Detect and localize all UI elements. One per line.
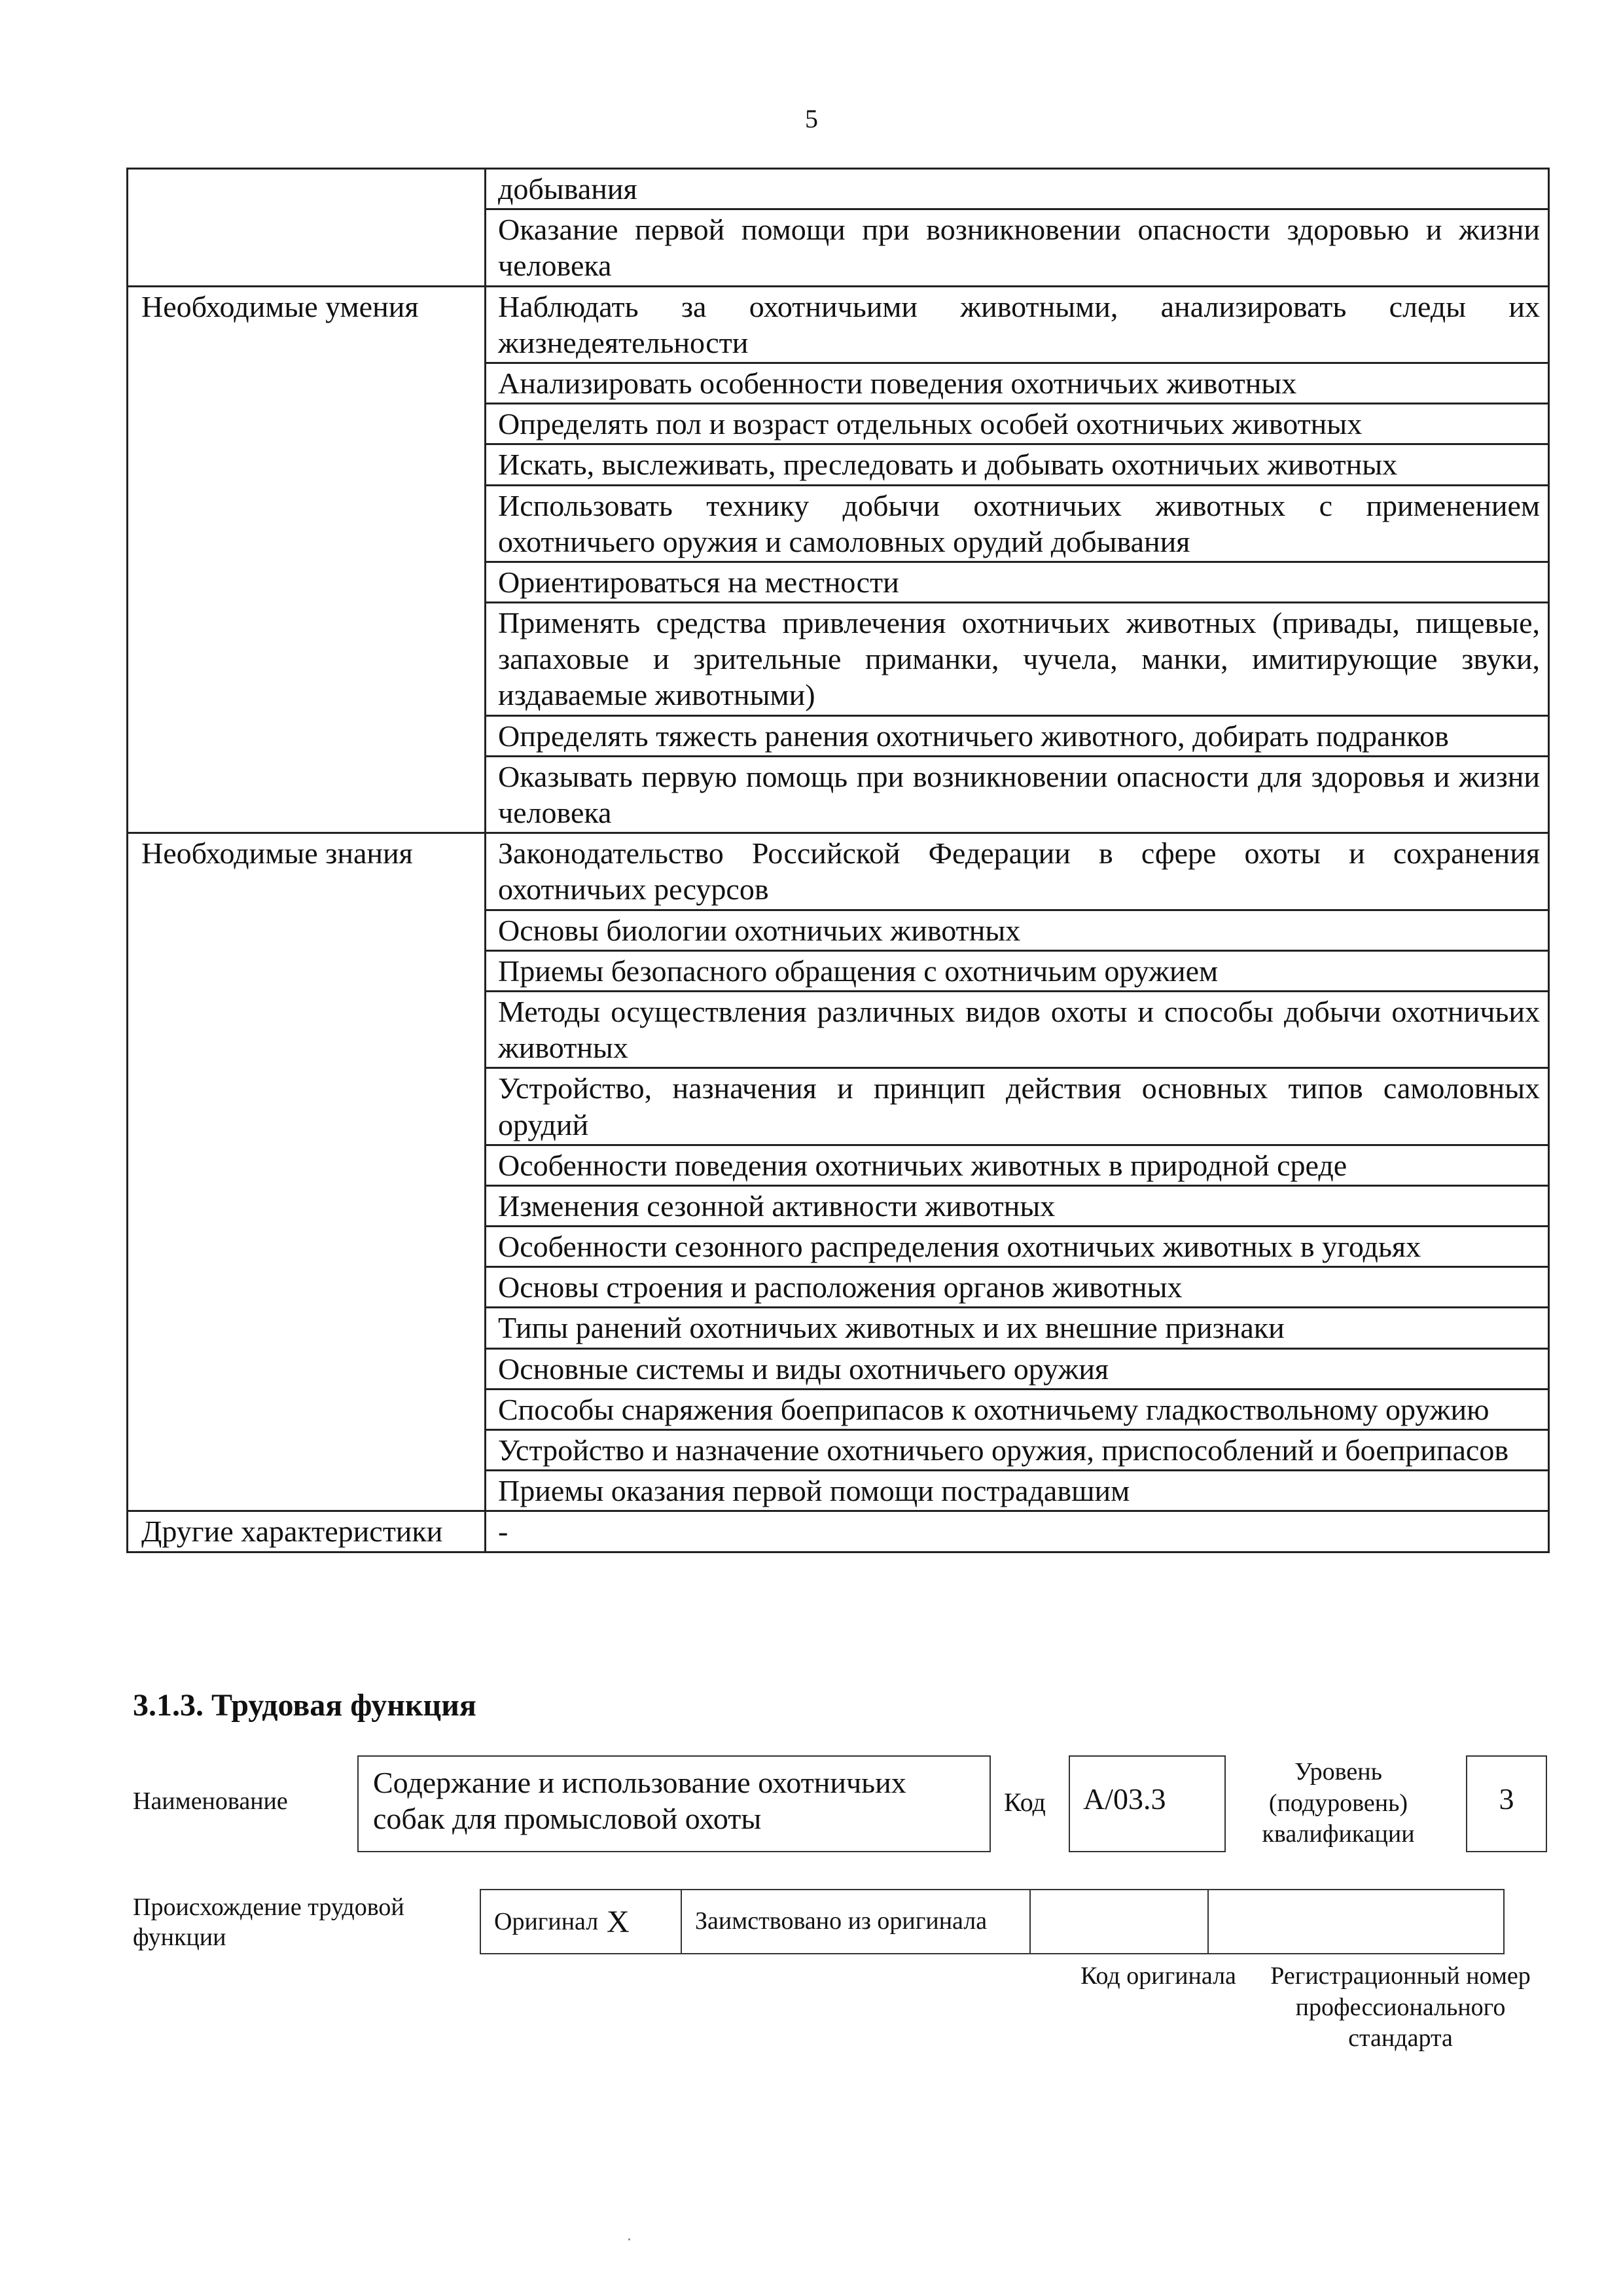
- function-name-field: Содержание и использование охотничьих собак для промысловой охоты: [357, 1755, 991, 1852]
- row-item: Приемы безопасного обращения с охотничьим оружием: [486, 950, 1549, 991]
- table-row: [128, 833, 1549, 910]
- original-label-cell: Оригинал: [480, 1890, 606, 1954]
- row-label: Необходимые знания: [128, 833, 486, 1511]
- reg-number-cell: [1208, 1890, 1504, 1954]
- origin-label: Происхождение трудовой функции: [133, 1893, 404, 1951]
- row-label: Необходимые умения: [128, 286, 486, 833]
- row-item: Устройство и назначение охотничьего оружия, приспособлений и боеприпасов: [486, 1430, 1549, 1471]
- table-row: [128, 169, 1549, 209]
- original-mark-cell: X: [606, 1890, 681, 1954]
- row-item: Наблюдать за охотничьими животными, анализировать следы их жизнедеятельности: [486, 286, 1549, 363]
- row-item: Основы биологии охотничьих животных: [486, 910, 1549, 950]
- row-label: [128, 169, 486, 287]
- row-item: Ориентироваться на местности: [486, 562, 1549, 602]
- row-item: добывания: [486, 169, 1549, 209]
- page-number: 5: [805, 104, 818, 134]
- level-label: Уровень (подуровень) квалификации: [1262, 1758, 1415, 1848]
- row-item: Анализировать особенности поведения охотничьих животных: [486, 363, 1549, 403]
- level-field: 3: [1466, 1755, 1547, 1852]
- row-item: -: [486, 1511, 1549, 1552]
- row-item: Основы строения и расположения органов животных: [486, 1267, 1549, 1308]
- row-item: Особенности сезонного распределения охотничьих животных в угодьях: [486, 1227, 1549, 1267]
- row-label: Другие характеристики: [128, 1511, 486, 1552]
- row-item: Искать, выслеживать, преследовать и добывать охотничьих животных: [486, 444, 1549, 485]
- function-code-field: А/03.3: [1069, 1755, 1226, 1852]
- row-item: Определять тяжесть ранения охотничьего животного, добирать подранков: [486, 715, 1549, 756]
- origin-table: [480, 1889, 1505, 1954]
- section-title: 3.1.3. Трудовая функция: [133, 1688, 476, 1723]
- row-item: Определять пол и возраст отдельных особей охотничьих животных: [486, 404, 1549, 444]
- name-label: Наименование: [133, 1787, 288, 1815]
- scan-dot: [628, 2238, 630, 2240]
- table-row: [128, 1511, 1549, 1552]
- table-row: [128, 286, 1549, 363]
- row-item: Устройство, назначения и принцип действия основных типов самоловных орудий: [486, 1068, 1549, 1145]
- row-item: Оказывать первую помощь при возникновении опасности для здоровья и жизни человека: [486, 756, 1549, 833]
- row-item: Основные системы и виды охотничьего оружия: [486, 1348, 1549, 1389]
- row-item: Приемы оказания первой помощи пострадавшим: [486, 1471, 1549, 1511]
- competency-table: [126, 168, 1550, 1553]
- row-item: Применять средства привлечения охотничьих животных (привады, пищевые, запаховые и зрительные приманки, чучела, манки, имитирующие звуки, издаваемые животными): [486, 603, 1549, 716]
- borrowed-label-cell: Заимствовано из оригинала: [681, 1890, 1030, 1954]
- row-item: Особенности поведения охотничьих животных в природной среде: [486, 1145, 1549, 1185]
- row-item: Изменения сезонной активности животных: [486, 1185, 1549, 1226]
- code-caption: Код оригинала: [1080, 1962, 1236, 1990]
- row-item: Законодательство Российской Федерации в сфере охоты и сохранения охотничьих ресурсов: [486, 833, 1549, 910]
- original-code-cell: [1030, 1890, 1208, 1954]
- code-label: Код: [1004, 1787, 1046, 1817]
- row-item: Методы осуществления различных видов охоты и способы добычи охотничьих животных: [486, 991, 1549, 1067]
- row-item: Способы снаряжения боеприпасов к охотничьему гладкоствольному оружию: [486, 1389, 1549, 1429]
- row-item: Типы ранений охотничьих животных и их внешние признаки: [486, 1308, 1549, 1348]
- row-item: Использовать технику добычи охотничьих животных с применением охотничьего оружия и самоловных орудий добывания: [486, 485, 1549, 562]
- reg-caption: Регистрационный номер профессионального стандарта: [1270, 1962, 1531, 2052]
- row-item: Оказание первой помощи при возникновении опасности здоровью и жизни человека: [486, 209, 1549, 286]
